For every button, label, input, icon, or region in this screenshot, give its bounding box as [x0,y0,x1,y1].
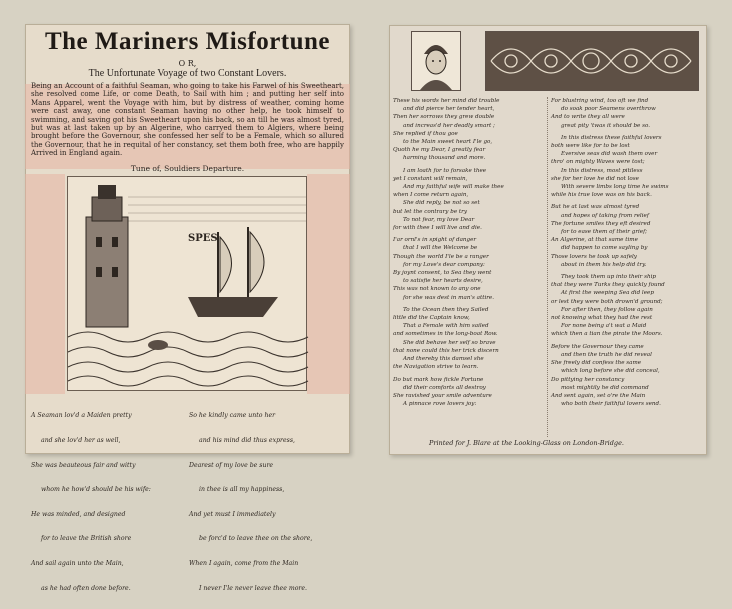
verse-line: And thereby this damsel she [403,356,484,363]
verse-line: And my faithful wife will make thee [403,184,504,191]
verse-line: At first the weeping Sea did leep [561,290,654,297]
stanzas-right-column-2 [551,97,668,408]
right-broadside-sheet [389,25,707,455]
verse-line: Eversive seas did wash them over [561,151,658,158]
verse-line: To not fear, my love Dear [403,216,475,223]
verse-line: for to leave the British shore [41,535,132,543]
verse-line: And sent again, set o're the Main [551,392,646,399]
verse-line: And yet must I immediately [189,510,276,518]
verse-line: do soak poor Seamens overthrow [561,106,656,113]
verse-line: And to write they all were [551,114,625,121]
paper-stain [307,174,350,394]
verse-line: They took them up into their ship [561,274,656,281]
verse-line: the Navigation strive to learn. [393,364,479,371]
verse-line: Before the Governour they came [551,343,644,350]
ballad-introduction: Being an Account of a faithful Seaman, who going to take his Farwel of his Sweetheart, she resolved come Life, or come Death, to Sail with him ; and putting her self into Mans Apparel, went the Voyage with him, but by distress of weather, coming home were cast away, one constant Seaman having no other help, he took himself to swimming, and saving got his Sweetheart upon his back, so an till he was almost tyred, but was at last taken up by an Algerine, who carryed them to Algiers, where being brought before the Governour, she confessed her self to be a Female, which so allured the Governour, that he in requital of her constancy, set them both free, who are happily Arrived in England again. [31,82,344,158]
woodcut-label: SPES [188,233,218,244]
verse-line: little did the Captain know, [393,315,470,322]
verse-line: did happen to come sayling by [561,245,648,252]
verse-line: and then the truth he did reveal [561,351,652,358]
verse-line: not knowing what they had the rest [551,315,653,322]
verse-line: When I again, come from the Main [189,560,299,568]
verse-line: most mightily he did command [561,384,649,391]
verse-line: when I come return again, [393,192,469,199]
verse-line: as he had often done before. [41,584,131,592]
verse-line: He was minded, and designed [31,510,126,518]
woodcut-shipwreck-illustration [67,176,307,391]
verse-line: In this distress these faithful lovers [561,134,662,141]
verse-line: And sail again unto the Main, [31,560,124,568]
verse-line: With severe limbs long time he swims [561,184,669,191]
verse-line: that they were Turks they quickly found [551,282,665,289]
paper-stain [25,174,65,394]
verse-line: She did behave her self so brave [403,339,496,346]
helmeted-portrait-woodcut [411,31,461,91]
verse-line: yet I constant will remain, [393,175,468,182]
verse-line: and sometimes in the long-boat Row. [393,331,498,338]
verse-line: and increas'd her deadly smart ; [403,122,495,129]
verse-line: These his words her mind did trouble [393,98,500,104]
verse-line: A Seaman lov'd a Maiden pretty [31,412,132,420]
verse-line: both were like for to be lost [551,143,630,150]
verse-line: which then a tian the pirate the Moors. [551,331,663,338]
floral-ornament-woodcut [485,31,699,91]
verse-line: She was beauteous fair and witty [31,461,136,469]
verse-line: she for her love he did not lose [551,175,639,182]
verse-line: or lest they were both drown'd ground; [551,298,663,305]
column-divider [547,97,548,437]
verse-line: Do pittying her constancy [551,376,625,383]
ballad-subtitle: The Unfortunate Voyage of two Constant Lovers. [88,68,287,79]
verse-line: She ravished your smile adventure [393,392,492,399]
verse-line: An Algerine, at that same time [551,237,638,244]
verse-line: But he at last was almost tyred [551,204,640,211]
verse-line: A pinnace rove lovers joy: [403,401,477,408]
verse-line: By joynt consent, to Sea they went [393,270,492,277]
verse-line: about in them his help did try. [561,261,647,268]
verse-line: and hopes of taking from relief [561,212,649,219]
verse-line: and his mind did thus express, [199,437,295,445]
verse-line: thro' on mighty Waves were tost; [551,159,645,166]
verse-line: and she lov'd her as well, [41,437,121,445]
verse-line: to the Main sweet heart I'le go, [403,139,493,146]
verse-line: Then her sorrows they grew double [393,114,495,121]
verse-line: did their comforts all destroy [403,384,486,391]
verse-line: for with thee I will live and die. [393,225,482,232]
verse-line: great pity 'twas it should be so. [561,122,651,129]
verse-line: Dearest of my love be sure [189,461,274,469]
ballad-or: O R, [178,59,197,68]
verse-line: in thee is all my happiness, [199,486,285,494]
verse-line: to satisfie her hearts desire, [403,278,483,285]
stanza-left-1 [31,396,151,609]
ballad-tune: Tune of, Souldiers Departure. [130,164,245,173]
verse-line: but let the contrary be try [393,208,467,215]
verse-line: In this distress, most pitiless [561,167,643,174]
verse-line: for my Love's dear company: [403,261,485,268]
verse-line: Those lovers he took up safely [551,253,637,260]
verse-line: Quoth he my Dear, I greatly fear [393,147,486,154]
verse-line: that none could this her trick discern [393,347,499,354]
verse-line: I am loath for to forsake thee [403,167,487,174]
verse-line: which long before she did conceal, [561,368,660,375]
stanza-left-2 [189,396,312,609]
verse-line: To the Ocean then they Sailed [403,306,489,313]
verse-line: For blustring wind, too oft we find [551,98,649,104]
verse-line: She freely did confess the same [551,360,642,367]
verse-line: I'ar ornl's in spight of danger [393,237,477,244]
verse-line: whom he how'd should be his wife: [41,486,151,494]
verse-line: while his true love was on his back. [551,192,652,199]
verse-line: who both their faithful lovers send. [561,401,661,408]
verse-line: and did pierce her tender heart, [403,106,495,113]
verse-line: harming thousand and more. [403,155,486,162]
verse-line: for she was dest in man's attire. [403,294,494,301]
verse-line: that I will the Welcome be [403,245,478,252]
verse-line: For none being a't wat a Maid [561,323,647,330]
verse-line: Though the world I'le be a ranger [393,253,489,260]
verse-line: This was not known to any one [393,286,481,293]
verse-line: I never I'le never leave thee more. [199,584,308,592]
verse-line: be forc'd to leave thee on the shore, [199,535,313,543]
verse-line: She replied if thou goe [393,130,458,137]
ballad-title: The Mariners Misfortune [44,28,331,55]
stanzas-right-column-1 [393,97,504,408]
printer-imprint: Printed for J. Blare at the Looking-Glass on London-Bridge. [429,439,624,447]
left-broadside-sheet [25,24,350,592]
verse-line: for to ease them of their grief; [561,229,648,236]
verse-line: The fortune smiles they eft desired [551,220,651,227]
verse-line: That a Female with him sailed [403,323,489,330]
verse-line: Do but mark how fickle Fortune [393,376,484,383]
verse-line: For after then, they follow again [561,306,653,313]
verse-line: She did reply, be not so set [403,200,480,207]
verse-line: So he kindly came unto her [189,412,276,420]
